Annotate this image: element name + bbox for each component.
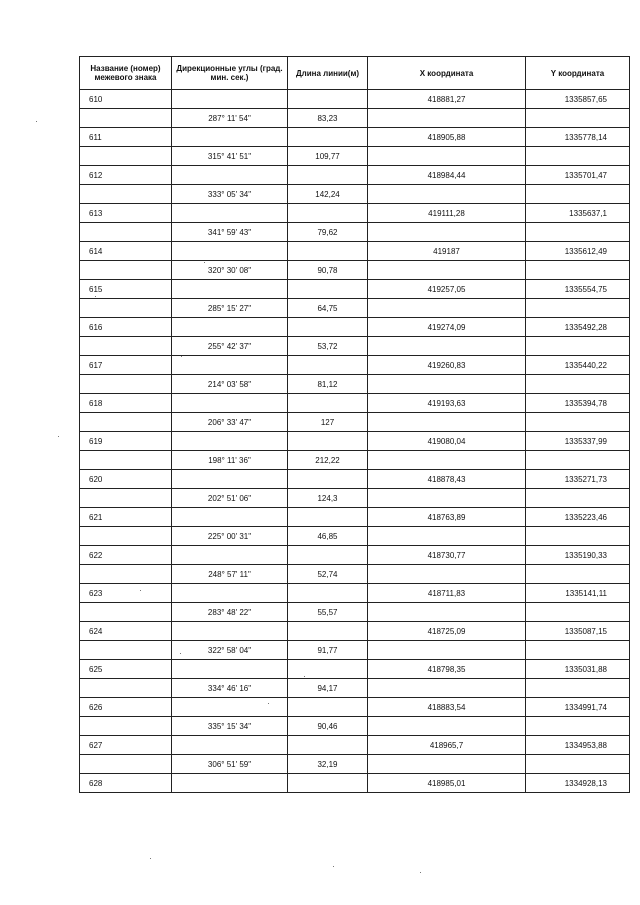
empty-cell [526,223,630,242]
bearing-angle: 206° 33' 47" [172,413,288,432]
scan-speck [181,356,182,357]
empty-cell [526,489,630,508]
empty-cell [526,337,630,356]
empty-cell [526,451,630,470]
scan-speck [95,296,96,297]
x-coordinate: 418881,27 [368,90,526,109]
y-coordinate: 1335612,49 [526,242,630,261]
empty-cell [172,318,288,337]
bearing-angle: 285° 15' 27" [172,299,288,318]
empty-cell [172,280,288,299]
scan-speck [204,262,205,263]
empty-cell [368,489,526,508]
empty-cell [80,299,172,318]
empty-cell [288,242,368,261]
segment-row [80,375,630,394]
header-bearing: Дирекционные углы (град. мин. сек.) [172,57,288,90]
empty-cell [80,185,172,204]
empty-cell [172,432,288,451]
point-name: 627 [80,736,172,755]
point-row [80,356,630,375]
point-row [80,470,630,489]
empty-cell [288,774,368,793]
empty-cell [80,451,172,470]
line-length: 142,24 [288,185,368,204]
empty-cell [80,565,172,584]
empty-cell [172,774,288,793]
point-row [80,318,630,337]
line-length: 79,62 [288,223,368,242]
point-row [80,166,630,185]
empty-cell [368,109,526,128]
x-coordinate: 418725,09 [368,622,526,641]
segment-row [80,299,630,318]
empty-cell [368,185,526,204]
segment-row [80,337,630,356]
empty-cell [172,204,288,223]
empty-cell [288,470,368,489]
empty-cell [80,527,172,546]
empty-cell [288,736,368,755]
segment-row [80,641,630,660]
header-line-length: Длина линии(м) [288,57,368,90]
point-row [80,736,630,755]
point-name: 617 [80,356,172,375]
empty-cell [526,375,630,394]
point-row [80,660,630,679]
point-row [80,90,630,109]
segment-row [80,565,630,584]
x-coordinate: 418905,88 [368,128,526,147]
line-length: 46,85 [288,527,368,546]
header-x-coordinate: X координата [368,57,526,90]
bearing-angle: 287° 11' 54" [172,109,288,128]
bearing-angle: 225° 00' 31" [172,527,288,546]
scan-speck [58,436,59,437]
segment-row [80,603,630,622]
empty-cell [172,508,288,527]
bearing-angle: 315° 41' 51" [172,147,288,166]
empty-cell [526,565,630,584]
x-coordinate: 419257,05 [368,280,526,299]
x-coordinate: 419193,63 [368,394,526,413]
line-length: 94,17 [288,679,368,698]
x-coordinate: 419274,09 [368,318,526,337]
segment-row [80,147,630,166]
empty-cell [80,337,172,356]
y-coordinate: 1335857,65 [526,90,630,109]
scan-speck [268,703,269,704]
point-name: 620 [80,470,172,489]
empty-cell [80,603,172,622]
header-y-coordinate: Y координата [526,57,630,90]
bearing-angle: 255° 42' 37" [172,337,288,356]
line-length: 55,57 [288,603,368,622]
empty-cell [288,128,368,147]
point-row [80,128,630,147]
y-coordinate: 1335778,14 [526,128,630,147]
x-coordinate: 419111,28 [368,204,526,223]
point-name: 619 [80,432,172,451]
y-coordinate: 1335031,88 [526,660,630,679]
line-length: 83,23 [288,109,368,128]
segment-row [80,413,630,432]
empty-cell [172,470,288,489]
empty-cell [526,147,630,166]
empty-cell [80,109,172,128]
y-coordinate: 1335492,28 [526,318,630,337]
point-name: 623 [80,584,172,603]
table-body [80,90,630,793]
empty-cell [172,546,288,565]
y-coordinate: 1335337,99 [526,432,630,451]
empty-cell [80,717,172,736]
point-row [80,698,630,717]
segment-row [80,489,630,508]
empty-cell [172,736,288,755]
bearing-angle: 248° 57' 11" [172,565,288,584]
line-length: 53,72 [288,337,368,356]
empty-cell [288,660,368,679]
x-coordinate: 419080,04 [368,432,526,451]
point-name: 621 [80,508,172,527]
bearing-angle: 334° 46' 16" [172,679,288,698]
empty-cell [368,147,526,166]
y-coordinate: 1335141,11 [526,584,630,603]
empty-cell [288,90,368,109]
point-row [80,622,630,641]
y-coordinate: 1334928,13 [526,774,630,793]
y-coordinate: 1335271,73 [526,470,630,489]
empty-cell [368,413,526,432]
empty-cell [526,603,630,622]
empty-cell [368,603,526,622]
empty-cell [172,242,288,261]
empty-cell [80,147,172,166]
empty-cell [368,641,526,660]
table-header-row [80,57,630,90]
empty-cell [80,489,172,508]
point-row [80,432,630,451]
y-coordinate: 1334991,74 [526,698,630,717]
point-name: 614 [80,242,172,261]
empty-cell [172,622,288,641]
coordinates-table [79,56,630,793]
empty-cell [172,90,288,109]
point-name: 610 [80,90,172,109]
point-row [80,280,630,299]
empty-cell [368,679,526,698]
bearing-angle: 322° 58' 04" [172,641,288,660]
line-length: 124,3 [288,489,368,508]
segment-row [80,679,630,698]
empty-cell [172,128,288,147]
empty-cell [80,679,172,698]
bearing-angle: 283° 48' 22" [172,603,288,622]
empty-cell [172,356,288,375]
y-coordinate: 1335190,33 [526,546,630,565]
empty-cell [80,261,172,280]
empty-cell [288,508,368,527]
empty-cell [368,717,526,736]
y-coordinate: 1335087,15 [526,622,630,641]
x-coordinate: 418984,44 [368,166,526,185]
scan-speck [420,872,421,873]
segment-row [80,451,630,470]
empty-cell [80,641,172,660]
point-name: 615 [80,280,172,299]
x-coordinate: 418878,43 [368,470,526,489]
segment-row [80,755,630,774]
bearing-angle: 333° 05' 34" [172,185,288,204]
empty-cell [526,413,630,432]
bearing-angle: 320° 30' 08" [172,261,288,280]
empty-cell [288,356,368,375]
y-coordinate: 1335701,47 [526,166,630,185]
segment-row [80,185,630,204]
x-coordinate: 418798,35 [368,660,526,679]
empty-cell [526,261,630,280]
scan-speck [36,121,37,122]
point-name: 626 [80,698,172,717]
empty-cell [288,280,368,299]
empty-cell [80,223,172,242]
y-coordinate: 1335637,1 [526,204,630,223]
bearing-angle: 335° 15' 34" [172,717,288,736]
line-length: 109,77 [288,147,368,166]
empty-cell [288,546,368,565]
point-row [80,546,630,565]
x-coordinate: 418985,01 [368,774,526,793]
empty-cell [368,261,526,280]
empty-cell [368,527,526,546]
segment-row [80,109,630,128]
scan-speck [150,858,151,859]
line-length: 91,77 [288,641,368,660]
bearing-angle: 214° 03' 58" [172,375,288,394]
y-coordinate: 1335223,46 [526,508,630,527]
empty-cell [526,641,630,660]
segment-row [80,527,630,546]
empty-cell [526,755,630,774]
empty-cell [80,375,172,394]
empty-cell [172,166,288,185]
bearing-angle: 202° 51' 06" [172,489,288,508]
empty-cell [288,584,368,603]
point-row [80,584,630,603]
point-name: 613 [80,204,172,223]
segment-row [80,261,630,280]
bearing-angle: 306° 51' 59" [172,755,288,774]
empty-cell [288,166,368,185]
empty-cell [288,318,368,337]
empty-cell [526,679,630,698]
point-name: 624 [80,622,172,641]
empty-cell [172,584,288,603]
line-length: 52,74 [288,565,368,584]
empty-cell [368,299,526,318]
line-length: 32,19 [288,755,368,774]
point-name: 622 [80,546,172,565]
point-name: 612 [80,166,172,185]
x-coordinate: 418763,89 [368,508,526,527]
empty-cell [288,432,368,451]
empty-cell [526,717,630,736]
y-coordinate: 1335394,78 [526,394,630,413]
point-name: 616 [80,318,172,337]
x-coordinate: 418965,7 [368,736,526,755]
empty-cell [526,109,630,128]
segment-row [80,717,630,736]
point-name: 618 [80,394,172,413]
empty-cell [368,337,526,356]
header-point-name: Название (номер) межевого знака [80,57,172,90]
empty-cell [288,204,368,223]
empty-cell [288,622,368,641]
x-coordinate: 419187 [368,242,526,261]
empty-cell [80,413,172,432]
scan-speck [333,866,334,867]
empty-cell [368,375,526,394]
empty-cell [526,527,630,546]
x-coordinate: 418730,77 [368,546,526,565]
line-length: 212,22 [288,451,368,470]
line-length: 127 [288,413,368,432]
line-length: 81,12 [288,375,368,394]
empty-cell [368,451,526,470]
point-name: 628 [80,774,172,793]
empty-cell [368,223,526,242]
line-length: 90,46 [288,717,368,736]
y-coordinate: 1335554,75 [526,280,630,299]
segment-row [80,223,630,242]
x-coordinate: 418711,83 [368,584,526,603]
y-coordinate: 1334953,88 [526,736,630,755]
scan-speck [180,653,181,654]
empty-cell [172,660,288,679]
y-coordinate: 1335440,22 [526,356,630,375]
line-length: 64,75 [288,299,368,318]
point-row [80,394,630,413]
empty-cell [368,565,526,584]
bearing-angle: 341° 59' 43" [172,223,288,242]
scan-speck [140,590,141,591]
empty-cell [80,755,172,774]
bearing-angle: 198° 11' 36" [172,451,288,470]
point-name: 625 [80,660,172,679]
empty-cell [526,299,630,318]
point-row [80,242,630,261]
point-row [80,774,630,793]
empty-cell [288,698,368,717]
scan-speck [304,676,305,677]
empty-cell [172,698,288,717]
point-name: 611 [80,128,172,147]
empty-cell [526,185,630,204]
x-coordinate: 419260,83 [368,356,526,375]
point-row [80,508,630,527]
empty-cell [368,755,526,774]
x-coordinate: 418883,54 [368,698,526,717]
line-length: 90,78 [288,261,368,280]
point-row [80,204,630,223]
empty-cell [288,394,368,413]
empty-cell [172,394,288,413]
